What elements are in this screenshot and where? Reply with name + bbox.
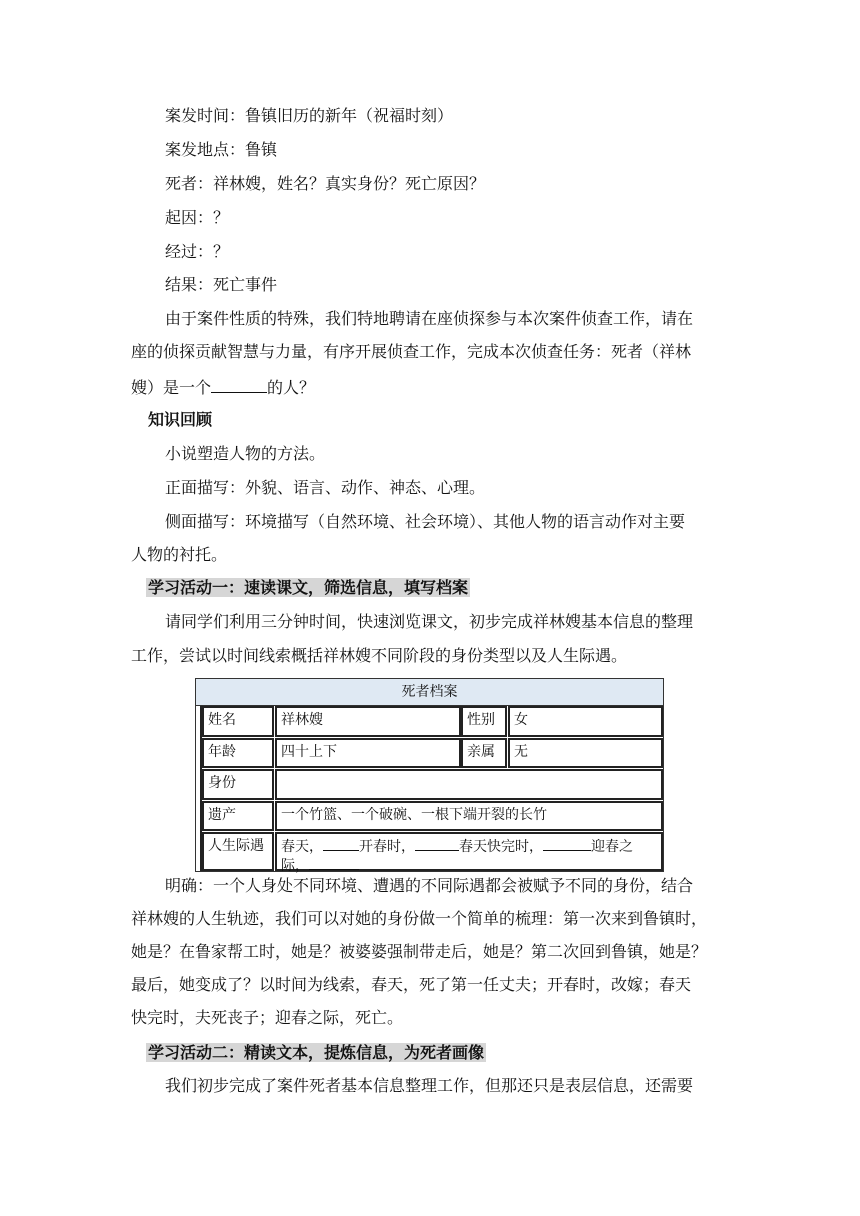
para1-line3-start: 嫂）是一个 (131, 378, 212, 397)
case-victim: 死者：祥林嫂，姓名？真实身份？死亡原因？ (165, 174, 486, 193)
para1-line2: 座的侦探贡献智慧与力量，有序开展侦查工作，完成本次侦查任务：死者（祥林 (131, 342, 692, 361)
activity2-heading-text: 学习活动二：精读文本，提炼信息，为死者画像 (148, 1043, 485, 1062)
review-line3: 侧面描写：环境描写（自然环境、社会环境）、其他人物的语言动作对主要 (165, 512, 686, 531)
clarify-line1: 明确：一个人身处不同环境、遭遇的不同际遇都会被赋予不同的身份，结合 (165, 876, 694, 895)
life-value (275, 832, 663, 874)
activity2-line1: 我们初步完成了案件死者基本信息整理工作，但那还只是表层信息，还需要 (165, 1076, 694, 1095)
table-body (200, 706, 663, 874)
relatives-label: 亲属 (461, 738, 507, 768)
life-moment: 际， (281, 858, 309, 874)
activity1-heading (146, 578, 470, 598)
clarify-line5: 快完时，夫死丧子；迎春之际，死亡。 (131, 1008, 404, 1027)
life-blank-4 (309, 855, 359, 870)
case-process: 经过：？ (165, 242, 230, 261)
activity1-heading-text: 学习活动一：速读课文，筛选信息，填写档案 (148, 578, 469, 597)
activity2-heading (146, 1043, 486, 1063)
life-spring: 春天， (281, 839, 323, 855)
legacy-value: 一个竹篮、一个破碗、一根下端开裂的长竹 (275, 801, 663, 831)
review-line2: 正面描写：外貌、语言、动作、神态、心理。 (165, 478, 486, 497)
life-late-spring: 春天快完时， (459, 839, 543, 855)
case-result: 结果：死亡事件 (165, 275, 278, 294)
review-line4: 人物的衬托。 (131, 545, 228, 564)
identity-value (275, 769, 663, 800)
life-blank-1 (323, 836, 359, 851)
answer-blank (211, 376, 267, 393)
life-blank-2 (415, 836, 459, 851)
life-label: 人生际遇 (202, 832, 274, 871)
case-place: 案发地点：鲁镇 (165, 140, 278, 159)
gender-label: 性别 (461, 706, 507, 737)
age-label: 年龄 (202, 738, 274, 768)
activity1-line2: 工作，尝试以时间线索概括祥林嫂不同阶段的身份类型以及人生际遇。 (131, 646, 628, 665)
life-welcome-spring: 迎春之 (591, 839, 633, 855)
identity-label: 身份 (202, 769, 274, 800)
name-value: 祥林嫂 (275, 706, 461, 737)
clarify-line4: 最后，她变成了？以时间为线索，春天，死了第一任丈夫；开春时，改嫁；春天 (131, 975, 692, 994)
para1-line3-end: 的人？ (267, 378, 316, 397)
gender-value: 女 (508, 706, 663, 737)
victim-file-table (195, 678, 664, 872)
age-value: 四十上下 (275, 738, 461, 768)
legacy-label: 遗产 (202, 801, 274, 831)
para1-line1: 由于案件性质的特殊，我们特地聘请在座侦探参与本次案件侦查工作，请在 (165, 309, 694, 328)
para1-line3 (131, 376, 315, 398)
review-heading: 知识回顾 (148, 410, 213, 429)
review-line1: 小说塑造人物的方法。 (165, 444, 326, 463)
activity1-line1: 请同学们利用三分钟时间，快速浏览课文，初步完成祥林嫂基本信息的整理 (165, 612, 694, 631)
clarify-line3: 她是？在鲁家帮工时，她是？被婆婆强制带走后，她是？第二次回到鲁镇，她是？ (131, 942, 708, 961)
clarify-line2: 祥林嫂的人生轨迹，我们可以对她的身份做一个简单的梳理：第一次来到鲁镇时， (131, 909, 708, 928)
relatives-value: 无 (508, 738, 663, 768)
life-blank-3 (543, 836, 591, 851)
table-title: 死者档案 (196, 679, 663, 706)
life-early-spring: 开春时， (359, 839, 415, 855)
name-label: 姓名 (202, 706, 274, 737)
case-time: 案发时间：鲁镇旧历的新年（祝福时刻） (165, 106, 454, 125)
case-cause: 起因：？ (165, 208, 230, 227)
